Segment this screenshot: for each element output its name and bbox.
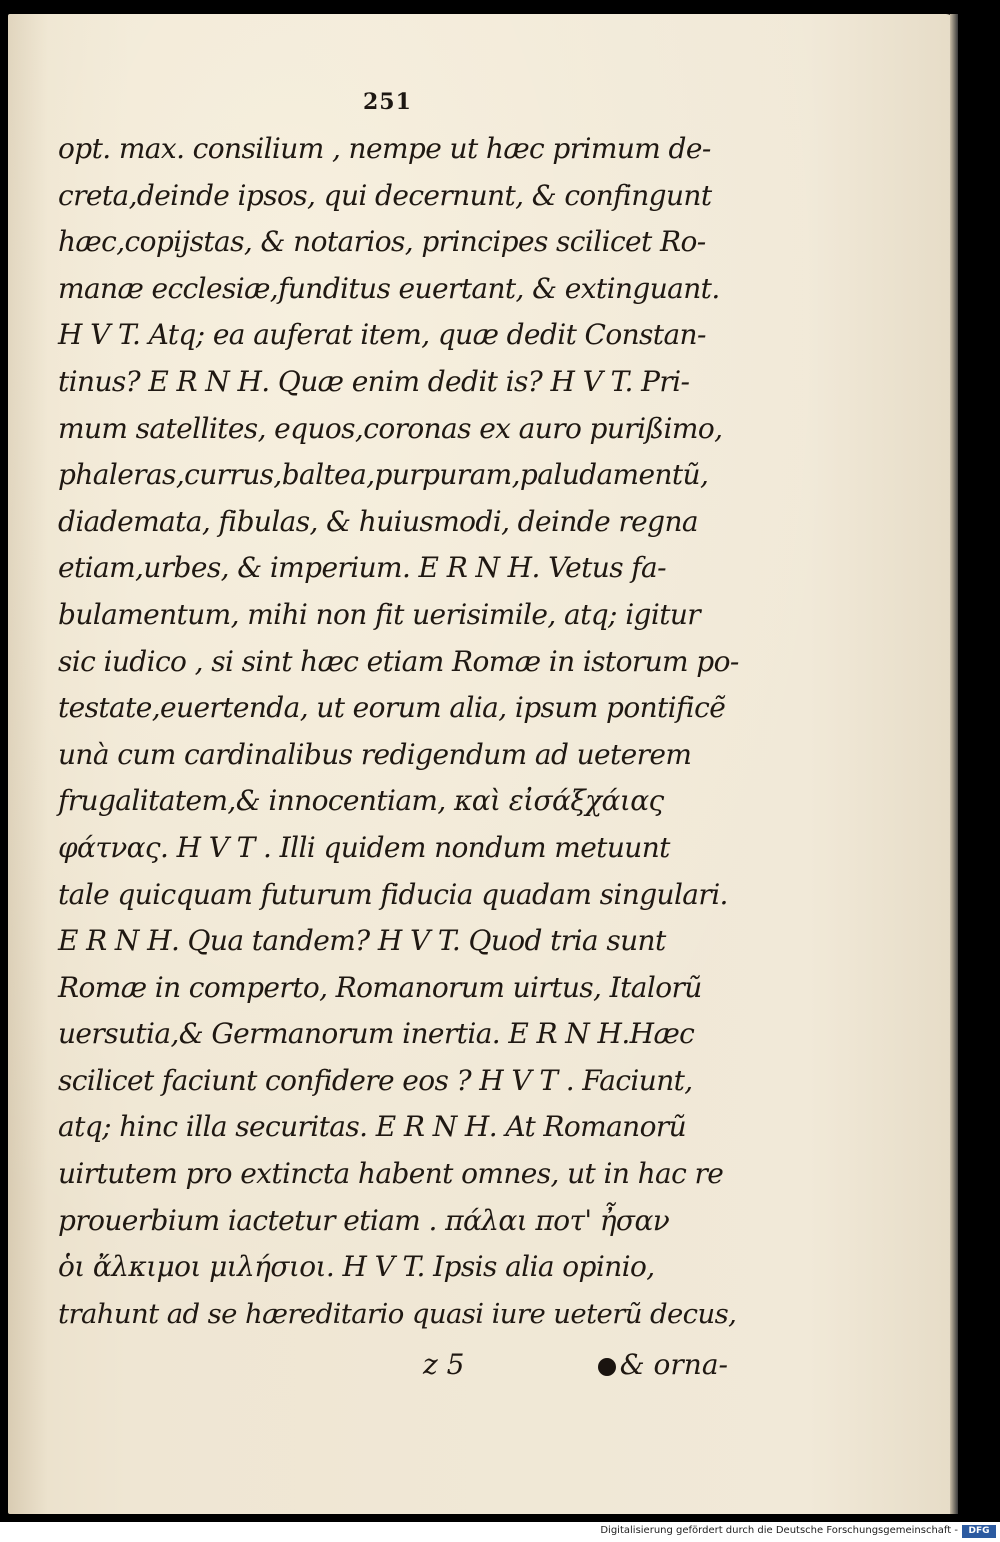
text-block (58, 126, 748, 1337)
text-line: frugalitatem,& innocentiam, καὶ εἰσάξχάιας (58, 784, 664, 818)
book-page (8, 14, 956, 1514)
text-line: bulamentum, mihi non fit uerisimile, atq; igitur (58, 597, 701, 631)
text-line: opt. max. consilium , nempe ut hæc primum de- (58, 132, 711, 165)
text-line: phaleras,currus,baltea,purpuram,paludamentũ, (58, 458, 709, 492)
text-line: Romæ in comperto, Romanorum uirtus, Italorũ (58, 970, 702, 1004)
text-line: unà cum cardinalibus redigendum ad ueterem (58, 737, 692, 771)
text-line: ὁι ἄλκιμοι μιλήσιοι. H V T. Ipsis alia opinio, (58, 1250, 655, 1284)
text-line: etiam,urbes, & imperium. E R N H. Vetus fa- (58, 551, 666, 585)
text-line: uirtutem pro extincta habent omnes, ut in hac re (58, 1157, 724, 1191)
catchword (598, 1342, 728, 1388)
text-line: manæ ecclesiæ,funditus euertant, & extinguant. (58, 271, 720, 305)
text-line: testate,euertenda, ut eorum alia, ipsum pontificẽ (58, 691, 726, 725)
page-number: 251 (363, 89, 412, 115)
text-line: creta,deinde ipsos, qui decernunt, & confingunt (58, 178, 712, 212)
page-edge-shadow (950, 14, 958, 1514)
text-line: prouerbium iactetur etiam . πάλαι ποτ' ἦσαν (58, 1203, 670, 1237)
dfg-logo: DFG (962, 1525, 996, 1538)
text-line: H V T. Atq; ea auferat item, quæ dedit Constan- (58, 318, 706, 352)
text-line: mum satellites, equos,coronas ex auro purißimo, (58, 411, 723, 445)
text-line: trahunt ad se hæreditario quasi iure ueterũ decus, (58, 1297, 737, 1330)
bullet-icon (598, 1358, 616, 1376)
catchword-text: & orna- (619, 1348, 728, 1381)
text-line: atq; hinc illa securitas. E R N H. At Romanorũ (58, 1110, 687, 1144)
signature-mark: z 5 (423, 1348, 465, 1381)
text-line: sic iudico , si sint hæc etiam Romæ in istorum po- (58, 644, 739, 678)
text-line: hæc,copijstas, & notarios, principes scilicet Ro- (58, 225, 706, 259)
text-line: uersutia,& Germanorum inertia. E R N H.Hæc (58, 1017, 695, 1051)
text-line: φάτνας. H V T . Illi quidem nondum metuunt (58, 830, 670, 864)
text-line: tinus? E R N H. Quæ enim dedit is? H V T. Pri- (58, 364, 690, 398)
text-line: E R N H. Qua tandem? H V T. Quod tria sunt (58, 924, 666, 958)
text-line: tale quicquam futurum fiducia quadam singulari. (58, 877, 728, 911)
funding-credit: Digitalisierung gefördert durch die Deutsche Forschungsgemeinschaft - (600, 1525, 958, 1536)
page-footer-line (58, 1342, 748, 1388)
text-line: scilicet faciunt confidere eos ? H V T . Faciunt, (58, 1063, 693, 1097)
text-line: diademata, fibulas, & huiusmodi, deinde regna (58, 504, 698, 538)
